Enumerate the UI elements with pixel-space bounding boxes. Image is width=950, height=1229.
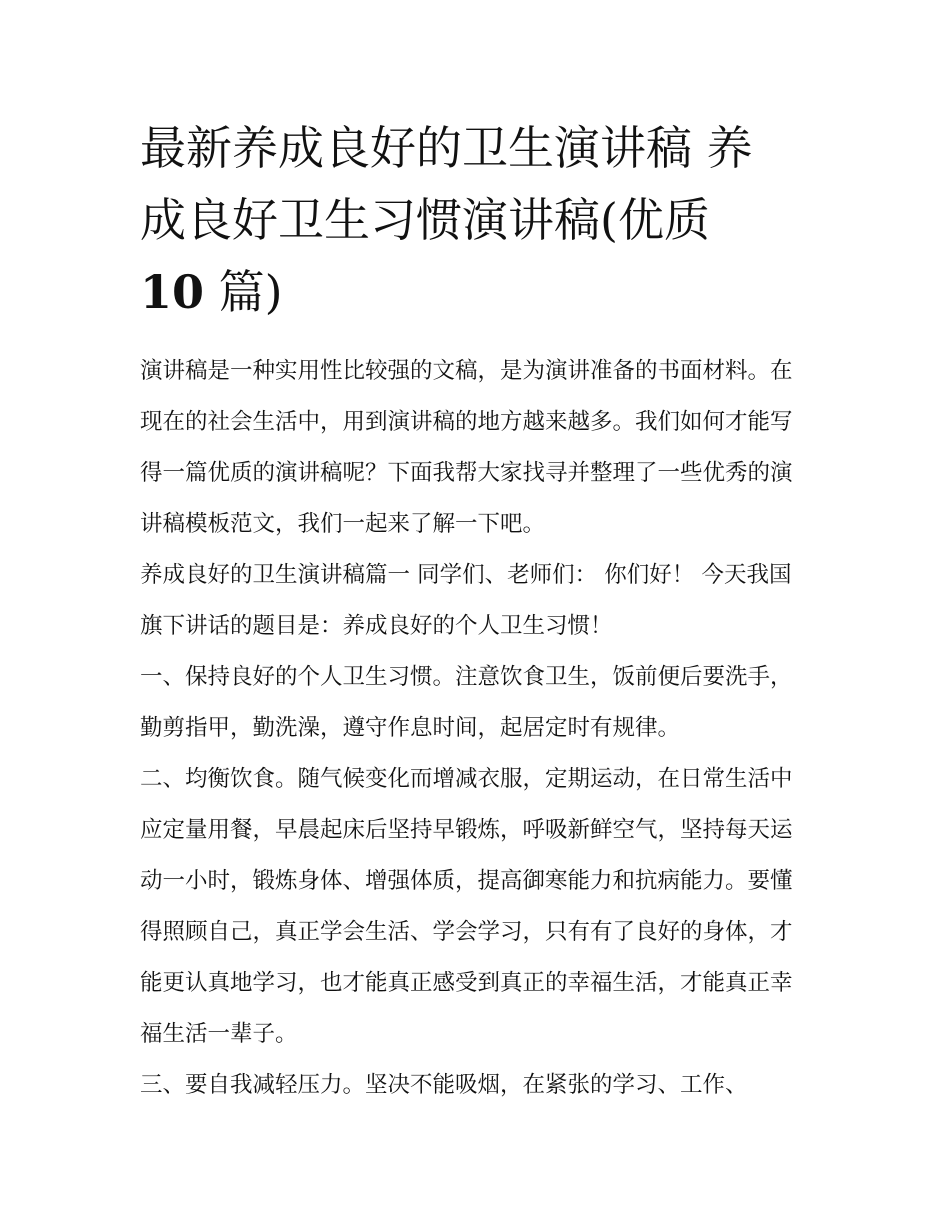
paragraph-greeting: 养成良好的卫生演讲稿篇一 同学们、老师们： 你们好！ 今天我国旗下讲话的题目是：养成良好的个人卫生习惯！ xyxy=(140,562,792,639)
paragraph-point-2: 二、均衡饮食。随气候变化而增减衣服，定期运动，在日常生活中应定量用餐，早晨起床后坚持早锻炼，呼吸新鲜空气，坚持每天运动一小时，锻炼身体、增强体质，提高御寒能力和抗病能力。要懂得照顾自己，真正学会生活、学会学习，只有有了良好的身体，才能更认真地学习，也才能真正感受到真正的幸福生活，才能真正幸福生活一辈子。 xyxy=(140,766,793,1047)
paragraph-point-3: 三、要自我减轻压力。坚决不能吸烟，在紧张的学习、工作、 xyxy=(140,1072,748,1098)
title-line-1: 最新养成良好的卫生演讲稿 养 xyxy=(140,121,753,175)
paragraph-intro: 演讲稿是一种实用性比较强的文稿，是为演讲准备的书面材料。在现在的社会生活中，用到演讲稿的地方越来越多。我们如何才能写得一篇优质的演讲稿呢？下面我帮大家找寻并整理了一些优秀的演讲稿模板范文，我们一起来了解一下吧。 xyxy=(140,358,793,537)
title-line-2: 成良好卫生习惯演讲稿(优质 xyxy=(140,193,710,247)
document-page xyxy=(140,112,812,1111)
document-title xyxy=(140,112,812,328)
paragraph-point-1: 一、保持良好的个人卫生习惯。注意饮食卫生，饭前便后要洗手，勤剪指甲，勤洗澡，遵守作息时间，起居定时有规律。 xyxy=(140,664,793,741)
document-body xyxy=(140,346,812,1111)
title-count: 10 xyxy=(140,265,205,319)
title-line-3: 篇) xyxy=(204,265,283,319)
